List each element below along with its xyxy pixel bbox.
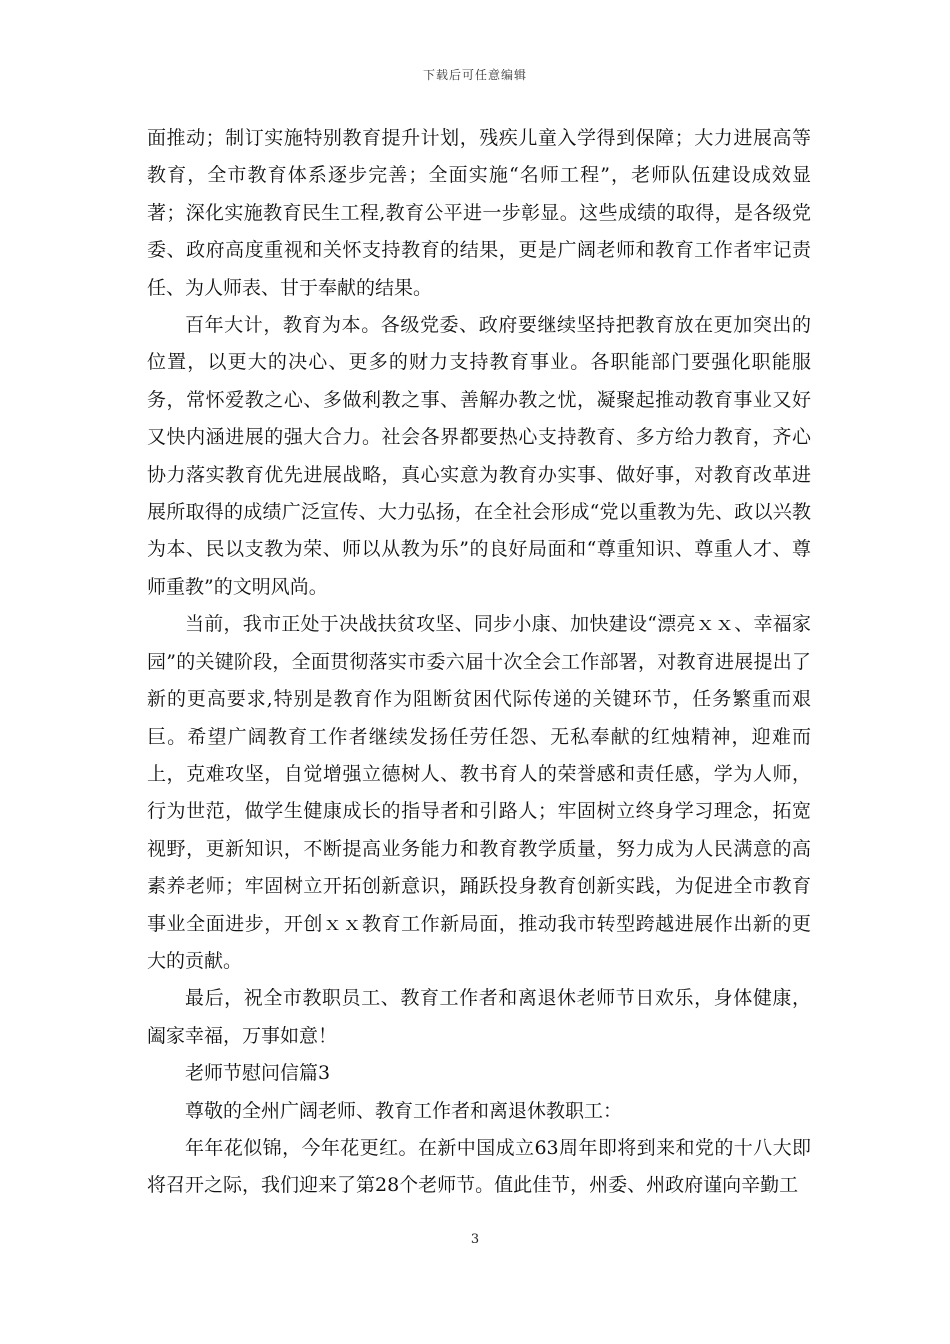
paragraph: 年年花似锦，今年花更红。在新中国成立63周年即将到来和党的十八大即将召开之际，我们迎来了第28个老师节。值此佳节，州委、州政府谨向辛勤工: [147, 1136, 811, 1197]
document-body: [147, 120, 811, 1205]
paragraph: 当前，我市正处于决战扶贫攻坚、同步小康、加快建设“漂亮ｘｘ、幸福家园”的关键阶段，全面贯彻落实市委六届十次全会工作部署，对教育进展提出了新的更高要求,特别是教育作为阻断贫困代际传递的关键环节，任务繁重而艰巨。希望广阔教育工作者继续发扬任劳任怨、无私奉献的红烛精神，迎难而上，克难攻坚，自觉增强立德树人、教书育人的荣誉感和责任感，学为人师，行为世范，做学生健康成长的指导者和引路人；牢固树立终身学习理念，拓宽视野，更新知识，不断提高业务能力和教育教学质量，努力成为人民满意的高素养老师；牢固树立开拓创新意识，踊跃投身教育创新实践，为促进全市教育事业全面进步，开创ｘｘ教育工作新局面，推动我市转型跨越进展作出新的更大的贡献。: [147, 613, 811, 972]
paragraph: 百年大计，教育为本。各级党委、政府要继续坚持把教育放在更加突出的位置，以更大的决心、更多的财力支持教育事业。各职能部门要强化职能服务，常怀爱教之心、多做利教之事、善解办教之忧，凝聚起推动教育事业又好又快内涵进展的强大合力。社会各界都要热心支持教育、多方给力教育，齐心协力落实教育优先进展战略，真心实意为教育办实事、做好事，对教育改革进展所取得的成绩广泛宣传、大力弘扬，在全社会形成“党以重教为先、政以兴教为本、民以支教为荣、师以从教为乐”的良好局面和“尊重知识、尊重人才、尊师重教”的文明风尚。: [147, 314, 811, 598]
salutation: 尊敬的全州广阔老师、教育工作者和离退休教职工：: [185, 1099, 623, 1122]
paragraph: 面推动；制订实施特别教育提升计划，残疾儿童入学得到保障；大力进展高等教育，全市教育体系逐步完善；全面实施“名师工程”，老师队伍建设成效显著；深化实施教育民生工程,教育公平进一步彰显。这些成绩的取得，是各级党委、政府高度重视和关怀支持教育的结果，更是广阔老师和教育工作者牢记责任、为人师表、甘于奉献的结果。: [147, 127, 811, 299]
section-heading: 老师节慰问信篇3: [185, 1062, 331, 1085]
page-number: 3: [470, 1232, 480, 1247]
paragraph: 最后，祝全市教职员工、教育工作者和离退休老师节日欢乐，身体健康，阖家幸福，万事如意！: [147, 987, 811, 1047]
page-header: 下载后可任意编辑: [422, 68, 527, 82]
